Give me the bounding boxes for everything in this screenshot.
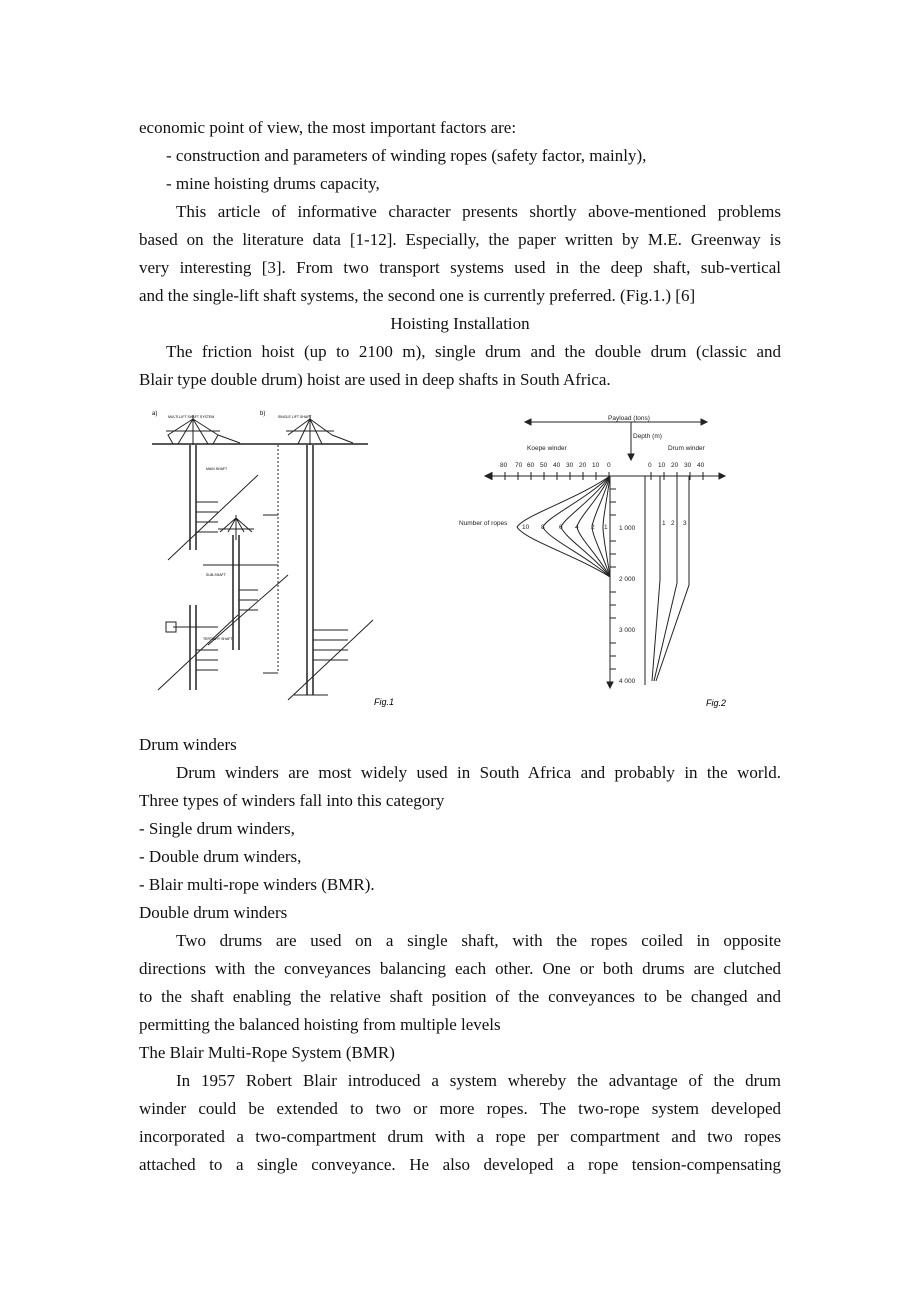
fig2-koepe-tick: 60	[527, 462, 535, 469]
fig2-depth-tick: 3 000	[619, 627, 636, 634]
fig2-drum-tick: 20	[671, 462, 679, 469]
text-line: to the shaft enabling the relative shaft position of the conveyances to be changed and	[139, 987, 781, 1006]
fig2-payload-label: Payload (tons)	[608, 415, 650, 422]
fig2-koepe-tick: 80	[500, 462, 508, 469]
fig2-drum-rope-count: 1	[662, 520, 666, 527]
fig2-koepe-tick: 30	[566, 462, 574, 469]
fig2-drum-rope-count: 2	[671, 520, 675, 527]
text-line: Three types of winders fall into this category	[139, 791, 445, 810]
text-line: permitting the balanced hoisting from multiple levels	[139, 1015, 501, 1034]
fig2-drum-tick: 10	[658, 462, 666, 469]
fig1-sub-shaft-label: SUB-SHAFT	[206, 573, 226, 577]
fig2-caption: Fig.2	[706, 698, 727, 708]
fig2-depth-label: Depth (m)	[633, 433, 662, 440]
fig2-ropes-label: Number of ropes	[459, 520, 508, 527]
section-title-hoisting: Hoisting Installation	[390, 314, 530, 333]
section-title-drum-winders: Drum winders	[139, 735, 237, 754]
fig1-tertiary-shaft-label: TERTIARY SHAFT	[203, 637, 233, 641]
text-line: The friction hoist (up to 2100 m), single drum and the double drum (classic and	[166, 342, 781, 361]
fig2-depth-tick: 2 000	[619, 576, 636, 583]
fig2-rope-count: 2	[591, 524, 595, 531]
list-item: - Blair multi-rope winders (BMR).	[139, 875, 375, 894]
text-line: In 1957 Robert Blair introduced a system whereby the advantage of the drum	[176, 1071, 781, 1090]
fig1-single-lift-label: SINGLE LIFT SHAFT	[278, 415, 312, 419]
fig2-koepe-tick: 20	[579, 462, 587, 469]
text-line: directions with the conveyances balancing each other. One or both drums are clutched	[139, 959, 781, 978]
fig1-main-shaft-label: MAIN SHAFT	[206, 467, 228, 471]
fig2-koepe-tick: 70	[515, 462, 523, 469]
fig2-koepe-label: Koepe winder	[527, 445, 567, 452]
text-line: based on the literature data [1-12]. Especially, the paper written by M.E. Greenway is	[139, 230, 781, 249]
text-line: economic point of view, the most important factors are:	[139, 118, 517, 137]
fig2-drum-tick: 0	[648, 462, 652, 469]
text-line: Blair type double drum) hoist are used in deep shafts in South Africa.	[139, 370, 611, 389]
text-line: very interesting [3]. From two transport systems used in the deep shaft, sub-vertical	[139, 258, 781, 277]
figure-1-shaft-systems	[148, 405, 395, 710]
fig2-rope-count: 4	[575, 524, 579, 531]
fig1-panel-a-label: a)	[152, 411, 158, 417]
text-line: winder could be extended to two or more ropes. The two-rope system developed	[139, 1099, 781, 1118]
fig2-rope-count: 1	[604, 524, 608, 531]
fig2-koepe-tick: 40	[553, 462, 561, 469]
figure-2-payload-depth-chart	[455, 405, 745, 715]
section-title-double-drum: Double drum winders	[139, 903, 288, 922]
text-line: This article of informative character presents shortly above-mentioned problems	[176, 202, 781, 221]
list-item: - construction and parameters of winding ropes (safety factor, mainly),	[166, 146, 647, 165]
fig2-koepe-tick: 0	[607, 462, 611, 469]
fig2-depth-tick: 1 000	[619, 525, 636, 532]
fig2-rope-count: 8	[541, 524, 545, 531]
section-title-bmr: The Blair Multi-Rope System (BMR)	[139, 1043, 395, 1062]
text-line: Drum winders are most widely used in South Africa and probably in the world.	[176, 763, 781, 782]
text-line: Two drums are used on a single shaft, with the ropes coiled in opposite	[176, 931, 781, 950]
list-item: - mine hoisting drums capacity,	[166, 174, 380, 193]
fig1-caption: Fig.1	[374, 697, 395, 707]
fig2-rope-count: 10	[522, 524, 530, 531]
text-line: and the single-lift shaft systems, the second one is currently preferred. (Fig.1.) [6]	[139, 286, 696, 305]
fig2-koepe-tick: 10	[592, 462, 600, 469]
fig2-koepe-tick: 50	[540, 462, 548, 469]
fig2-rope-count: 6	[559, 524, 563, 531]
fig1-panel-b-label: b)	[260, 411, 266, 417]
list-item: - Double drum winders,	[139, 847, 302, 866]
fig2-drum-tick: 40	[697, 462, 705, 469]
fig1-multi-lift-label: MULTI-LIFT SHAFT SYSTEM	[168, 415, 215, 419]
list-item: - Single drum winders,	[139, 819, 295, 838]
fig2-drum-tick: 30	[684, 462, 692, 469]
text-line: incorporated a two-compartment drum with a rope per compartment and two ropes	[139, 1127, 781, 1146]
fig2-drum-rope-count: 3	[683, 520, 687, 527]
fig2-depth-tick: 4 000	[619, 678, 636, 685]
fig2-drum-label: Drum winder	[668, 445, 705, 452]
text-line: attached to a single conveyance. He also developed a rope tension-compensating	[139, 1155, 781, 1174]
